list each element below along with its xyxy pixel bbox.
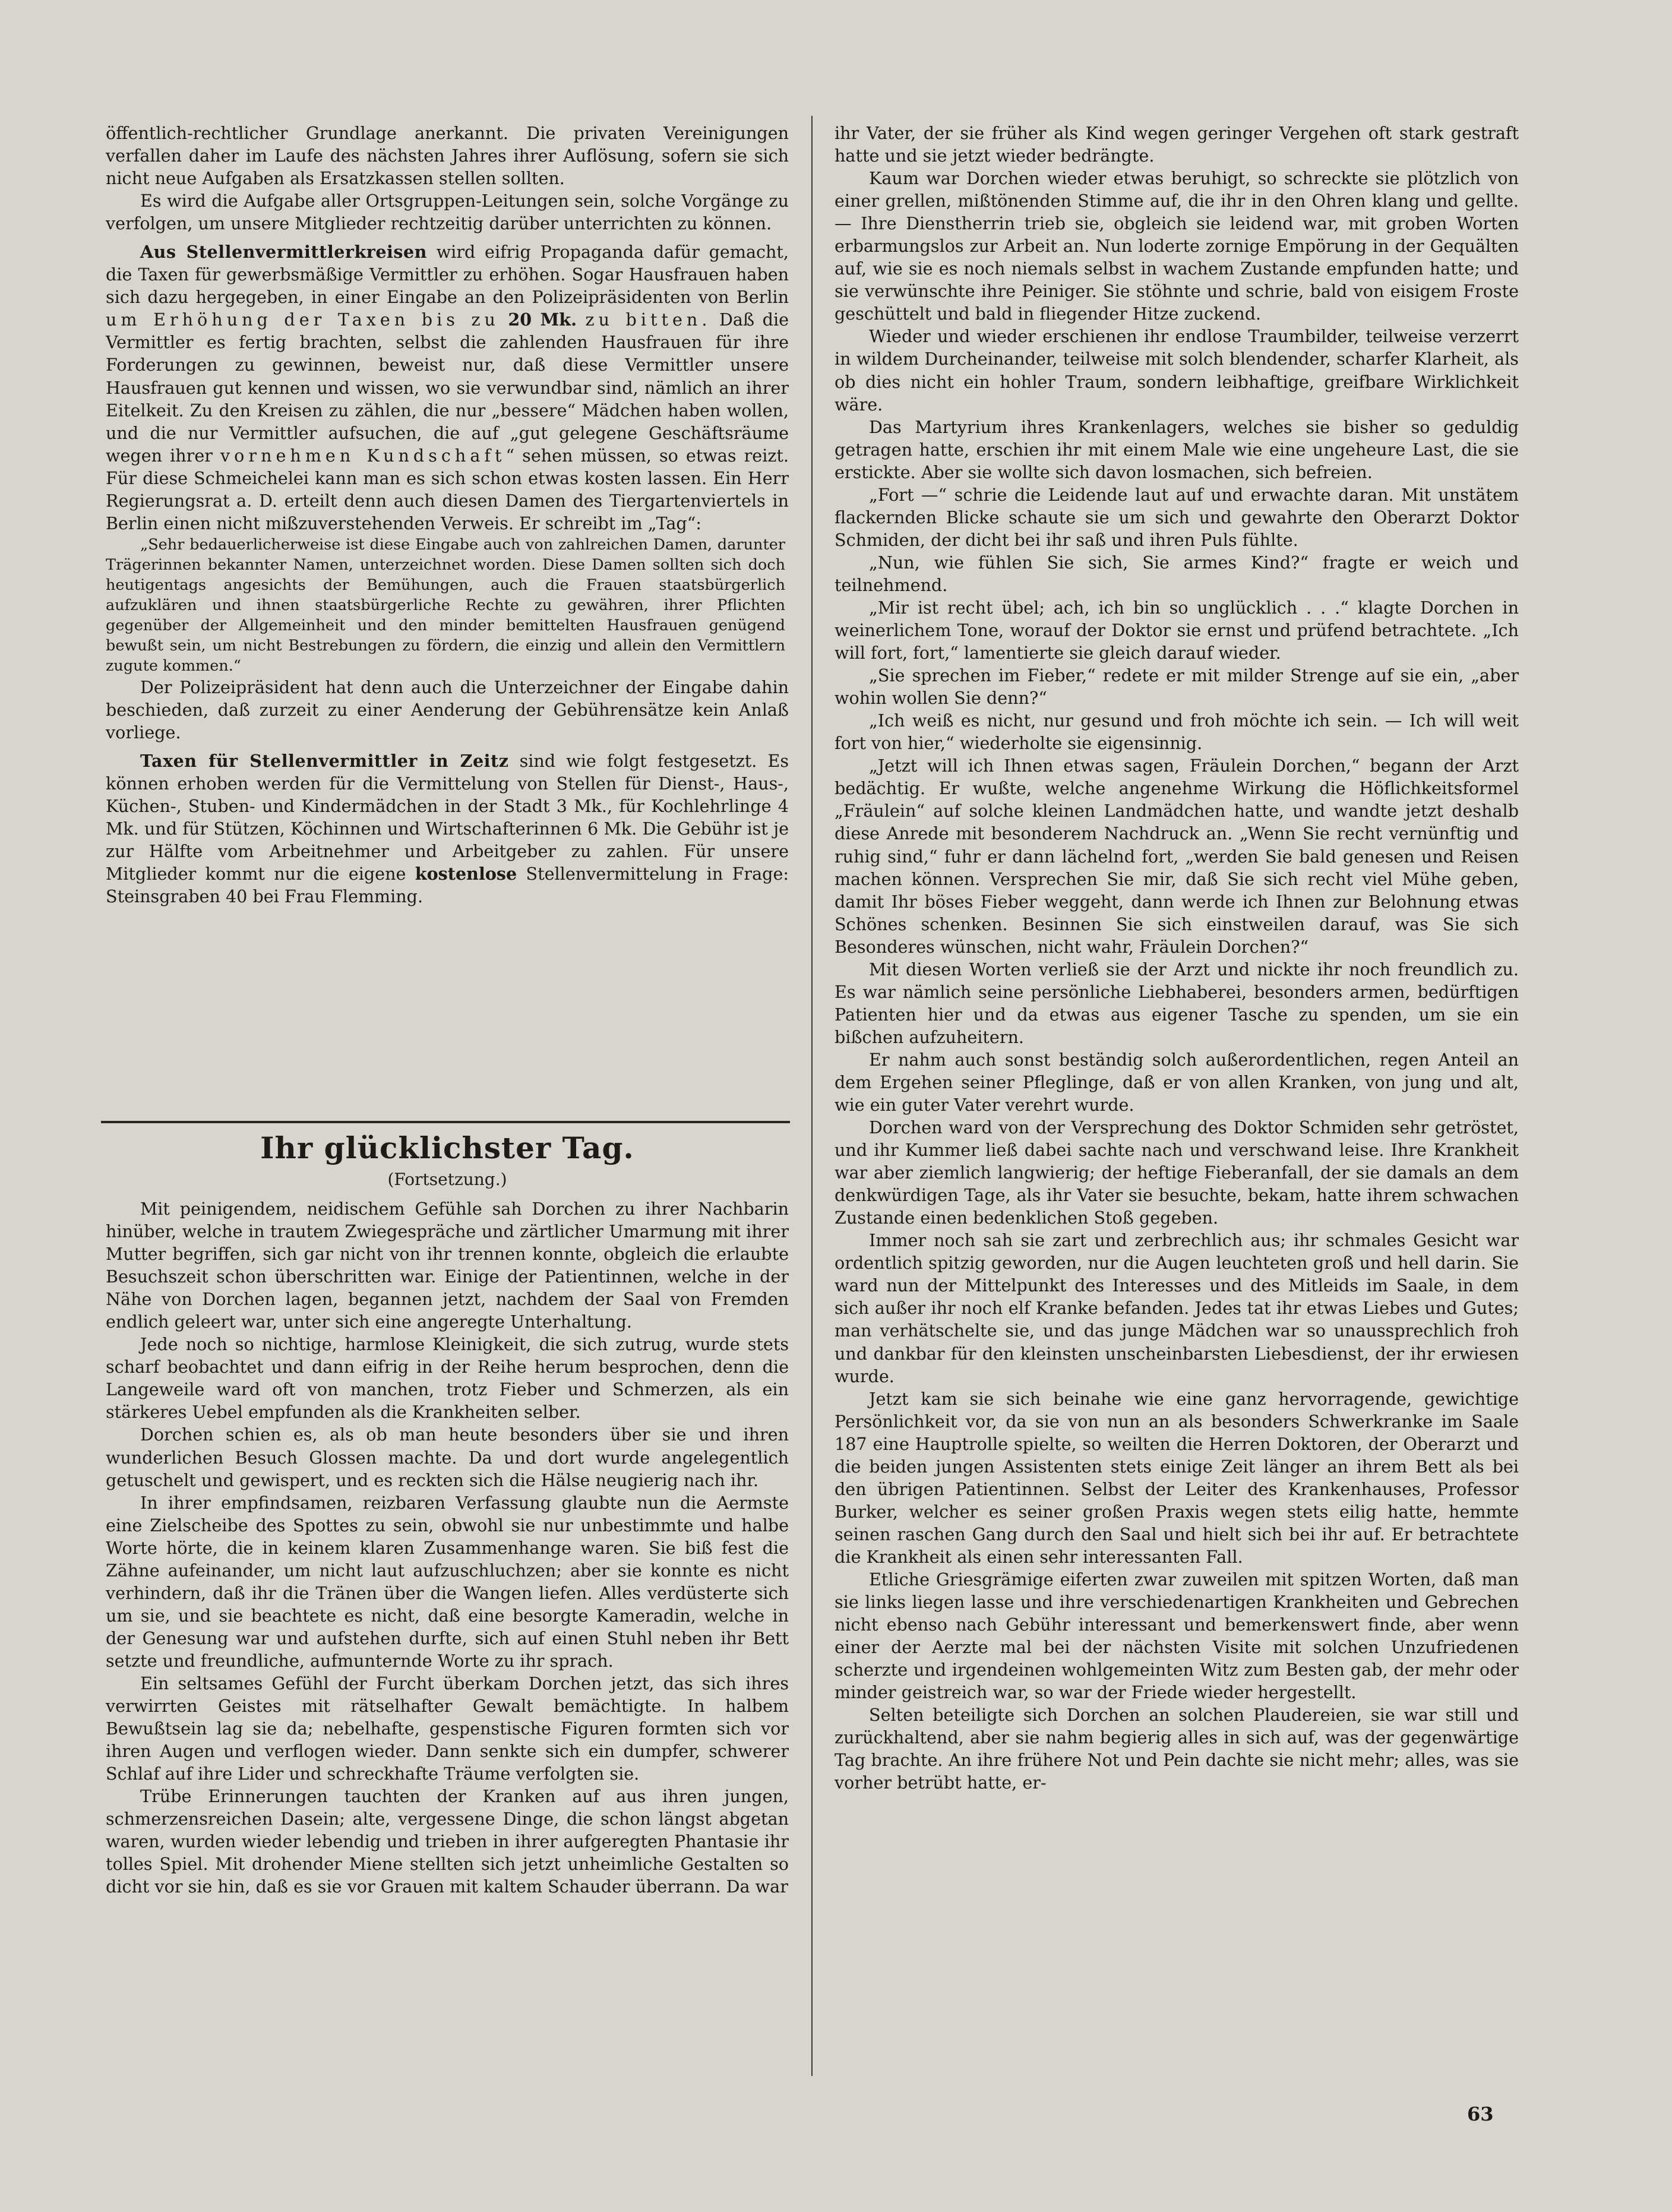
story-paragraph: Jede noch so nichtige, harmlose Kleinigkeit, die sich zutrug, wurde stets scharf beobachtet und dann eifrig in der Reihe herum besprochen, denn die Langeweile ward oft von manchen, trotz Fieber und Schmerzen, als ein stärkeres Uebel empfunden als die Krankheiten selber. — [106, 1334, 789, 1423]
section-rule — [101, 1121, 790, 1123]
story-paragraph: Kaum war Dorchen wieder etwas beruhigt, so schreckte sie plötzlich von einer grellen, mißtönenden Stimme auf, die ihr in den Ohren klang und gellte. — Ihre Dienstherrin trieb sie, obgleich sie leidend war, mit groben Worten erbarmungslos zur Arbeit an. Nun loderte zornige Empörung in der Gequälten auf, wie sie es noch niemals selbst in wachem Zustande empfunden hatte; und sie verwünschte ihre Peiniger. Sie stöhnte und schrie, bald von eisigem Froste geschüttelt und bald in fliegender Hitze zuckend. — [835, 168, 1519, 324]
story-paragraph: „Jetzt will ich Ihnen etwas sagen, Fräulein Dorchen,“ begann der Arzt bedächtig. Er wußte, welche angenehme Wirkung die Höflichkeitsformel „Fräulein“ auf solche kleinen Landmädchen hatte, und wandte jetzt deshalb diese Anrede mit besonderem Nachdruck an. „Wenn Sie recht vernünftig und ruhig sind,“ fuhr er dann lächelnd fort, „werden Sie bald genesen und Reisen machen können. Versprechen Sie mir, daß Sie sich recht viel Mühe geben, damit Ihr böses Fieber weggeht, dann werde ich Ihnen zur Belohnung etwas Schönes schenken. Besinnen Sie sich einstweilen darauf, was Sie sich Besonderes wünschen, nicht wahr, Fräulein Dorchen?“ — [835, 756, 1519, 957]
story-paragraph: In ihrer empfindsamen, reizbaren Verfassung glaubte nun die Aermste eine Zielscheibe des Spottes zu sein, obwohl sie nur unbestimmte und halbe Worte hörte, die in keinem klaren Zusammenhange waren. Sie biß fest die Zähne aufeinander, um nicht laut aufzuschluchzen; aber sie konnte es nicht verhindern, daß ihr die Tränen über die Wangen liefen. Alles verdüsterte sich um sie, und sie beachtete es nicht, daß eine besorgte Kameradin, welche in der Genesung war und aufstehen durfte, sich auf einen Stuhl neben ihr Bett setzte und freundliche, aufmunternde Worte zu ihr sprach. — [106, 1492, 789, 1671]
story-paragraph: Dorchen schien es, als ob man heute besonders über sie und ihren wunderlichen Besuch Glossen machte. Da und dort wurde angelegentlich getuschelt und gewispert, und es reckten sich die Hälse neugierig nach ihr. — [106, 1424, 789, 1490]
story-paragraph: Trübe Erinnerungen tauchten der Kranken auf aus ihren jungen, schmerzensreichen Dasein; alte, vergessene Dinge, die schon längst abgetan waren, wurden wieder lebendig und trieben in ihrer aufgeregten Phantasie ihr tolles Spiel. Mit drohender Miene stellten sich jetzt unheimliche Gestalten so dicht vor sie hin, daß es sie vor Grauen mit kaltem Schauder überrann. Da war — [106, 1786, 789, 1897]
story-paragraph: „Sie sprechen im Fieber,“ redete er mit milder Strenge auf sie ein, „aber wohin wollen Sie denn?“ — [835, 665, 1519, 709]
story-paragraph: „Mir ist recht übel; ach, ich bin so unglücklich . . .“ klagte Dorchen in weinerlichem Tone, worauf der Doktor sie ernst und prüfend betrachtete. „Ich will fort, fort,“ lamentierte sie gleich darauf wieder. — [835, 597, 1519, 663]
quote-block: „Sehr bedauerlicherweise ist diese Eingabe auch von zahlreichen Damen, darunter Trägerinnen bekannter Namen, unterzeichnet worden. Diese Damen sollten sich doch heutigentags angesichts der Bemühungen, auch die Frauen staatsbürgerlich aufzuklären und ihnen staatsbürgerliche Rechte zu gewähren, ihrer Pflichten gegenüber der Allgemeinheit und den minder bemittelten Hausfrauen genügend bewußt sein, um nicht Bestrebungen zu fördern, die einzig und allein den Vermittlern zugute kommen.“ — [106, 535, 785, 675]
paragraph-lead-heading: Taxen für Stellenvermittler in Zeitz — [140, 750, 509, 771]
story-paragraph: Mit peinigendem, neidischem Gefühle sah Dorchen zu ihrer Nachbarin hinüber, welche in trautem Zwiegespräche und zärtlicher Umarmung mit ihrer Mutter begriffen, sich gar nicht von ihr trennen konnte, obgleich die erlaubte Besuchszeit schon überschritten war. Einige der Patientinnen, welche in der Nähe von Dorchen lagen, begannen jetzt, nachdem der Saal von Fremden endlich geleert war, unter sich eine angeregte Unterhaltung. — [106, 1199, 789, 1332]
story-paragraph: ihr Vater, der sie früher als Kind wegen geringer Vergehen oft stark gestraft hatte und sie jetzt wieder bedrängte. — [835, 123, 1519, 166]
story-subtitle: (Fortsetzung.) — [387, 1170, 507, 1189]
paragraph-police-decision: Der Polizeipräsident hat denn auch die Unterzeichner der Eingabe dahin beschieden, daß zurzeit zu einer Aenderung der Gebührensätze kein Anlaß vorliege. — [106, 677, 789, 742]
page-number: 63 — [1467, 2103, 1494, 2125]
story-paragraph: Immer noch sah sie zart und zerbrechlich aus; ihr schmales Gesicht war ordentlich spitzig geworden, nur die Augen leuchteten groß und hell darin. Sie ward nun der Mittelpunkt des Interesses und des Mitleids im Saale, in dem sich außer ihr noch elf Kranke befanden. Jedes tat ihr etwas Liebes und Gutes; man verhätschelte sie, und das junge Mädchen war so unaussprechlich froh und dankbar für den kleinsten unscheinbarsten Liebesdienst, der ihr erwiesen wurde. — [835, 1230, 1519, 1386]
story-paragraph: Mit diesen Worten verließ sie der Arzt und nickte ihr noch freundlich zu. Es war nämlich seine persönliche Liebhaberei, besonders armen, bedürftigen Patienten hier und da etwas aus eigener Tasche zu spenden, um sie ein bißchen aufzuheitern. — [835, 959, 1519, 1047]
story-paragraph: „Fort —“ schrie die Leidende laut auf und erwachte daran. Mit unstätem flackernden Blicke schaute sie um sich und gewahrte den Oberarzt Doktor Schmiden, der dicht bei ihr saß und ihren Puls fühlte. — [835, 484, 1519, 550]
story-paragraph: Er nahm auch sonst beständig solch außerordentlichen, regen Anteil an dem Ergehen seiner Pfleglinge, daß er von allen Kranken, von jung und alt, wie ein guter Vater verehrt wurde. — [835, 1049, 1519, 1116]
story-paragraph: Dorchen ward von der Versprechung des Doktor Schmiden sehr getröstet, und ihr Kummer ließ dabei sachte nach und verschwand leise. Ihre Krankheit war aber ziemlich langwierig; der heftige Fieberanfall, der sie damals an dem denkwürdigen Tage, als ihr Vater sie besuchte, bekam, hatte ihrem schwachen Zustande einen bedenklichen Stoß gegeben. — [835, 1117, 1519, 1228]
story-paragraph: „Ich weiß es nicht, nur gesund und froh möchte ich sein. — Ich will weit fort von hier,“ wiederholte sie eigensinnig. — [835, 710, 1519, 754]
paragraph-zeitz-fees: Taxen für Stellenvermittler in Zeitz sind wie folgt festgesetzt. Es können erhoben werden für die Vermittelung von Stellen für Dienst-, Haus-, Küchen-, Stuben- und Kindermädchen in der Stadt 3 Mk., für Kochlehrlinge 4 Mk. und für Stützen, Köchinnen und Wirtschafterinnen 6 Mk. Die Gebühr ist je zur Hälfte vom Arbeitnehmer und Arbeitgeber zu zahlen. Für unsere Mitglieder kommt nur die eigene kostenlose Stellenvermittelung in Frage: Steinsgraben 40 bei Frau Flemming. — [106, 750, 789, 907]
story-paragraph: Jetzt kam sie sich beinahe wie eine ganz hervorragende, gewichtige Persönlichkeit vor, da sie von nun an als besonders Schwerkranke im Saale 187 eine Hauptrolle spielte, so weilten die Herren Doktoren, der Oberarzt und die beiden jungen Assistenten stets einige Zeit länger an ihrem Bett als bei den übrigen Patientinnen. Selbst der Leiter des Krankenhauses, Professor Burker, welcher es seiner großen Praxis wegen stets eilig hatte, hemmte seinen raschen Gang durch den Saal und hielt sich bei ihr auf. Er betrachtete die Krankheit als einen sehr interessanten Fall. — [835, 1388, 1519, 1567]
story-left-column — [106, 1197, 789, 1898]
story-paragraph: Etliche Griesgrämige eiferten zwar zuweilen mit spitzen Worten, daß man sie links liegen lasse und ihre verschiedenartigen Krankheiten und Gebrechen nicht ebenso nach Gebühr interessant und bemerkenswert finde, aber wenn einer der Aerzte mal bei der nächsten Visite mit solchen Unzufriedenen scherzte und irgendeinen wohlgemeinten Witz zum Besten gab, der mehr oder minder geistreich war, so war der Friede wieder hergestellt. — [835, 1569, 1519, 1703]
story-paragraph: Selten beteiligte sich Dorchen an solchen Plaudereien, sie war still und zurückhaltend, aber sie nahm begierig alles in sich auf, was der gegenwärtige Tag brachte. An ihre frühere Not und Pein dachte sie nicht mehr; alles, was sie vorher betrübt hatte, er- — [835, 1705, 1519, 1793]
story-paragraph: „Nun, wie fühlen Sie sich, Sie armes Kind?“ fragte er weich und teilnehmend. — [835, 552, 1519, 595]
column-divider — [811, 116, 813, 2076]
story-title: Ihr glücklichster Tag. — [260, 1130, 634, 1165]
story-paragraph: Das Martyrium ihres Krankenlagers, welches sie bisher so geduldig getragen hatte, erschien ihr mit einem Male wie eine ungeheure Last, die sie erstickte. Aber sie wollte sich davon losmachen, sich befreien. — [835, 416, 1519, 482]
left-column — [106, 122, 789, 908]
paragraph-lead-heading: Aus Stellenvermittlerkreisen — [140, 242, 427, 263]
story-paragraph: Ein seltsames Gefühl der Furcht überkam Dorchen jetzt, das sich ihres verwirrten Geistes mit rätselhafter Gewalt bemächtigte. In halbem Bewußtsein lag sie da; nebelhafte, gespenstische Figuren formten sich vor ihren Augen und verflogen wieder. Dann senkte sich ein dumpfer, schwerer Schlaf auf ihre Lider und schreckhafte Träume verfolgten sie. — [106, 1673, 789, 1784]
paragraph-local-groups: Es wird die Aufgabe aller Ortsgruppen-Leitungen sein, solche Vorgänge zu verfolgen, um unsere Mitglieder rechtzeitig darüber unterrichten zu können. — [106, 191, 789, 234]
paragraph-job-agents: Aus Stellenvermittlerkreisen wird eifrig Propaganda dafür gemacht, die Taxen für gewerbsmäßige Vermittler zu erhöhen. Sogar Hausfrauen haben sich dazu hergegeben, in einer Eingabe an den Polizeipräsidenten von Berlin um Erhöhung der Taxen bis zu 20 Mk. zu bitten. Daß die Vermittler es fertig brachten, selbst die zahlenden Hausfrauen für ihre Forderungen zu gewinnen, beweist nur, daß diese Vermittler unsere Hausfrauen gut kennen und wissen, wo sie verwundbar sind, nämlich an ihrer Eitelkeit. Zu den Kreisen zu zählen, die nur „bessere“ Mädchen haben wollen, und die nur Vermittler aufsuchen, die auf „gut gelegene Geschäftsräume wegen ihrer vornehmen Kundschaft“ sehen müssen, so etwas reizt. Für diese Schmeichelei kann man es sich schon etwas kosten lassen. Ein Herr Regierungsrat a. D. erteilt denn auch diesen Damen des Tiergartenviertels in Berlin einen nicht mißzuverstehenden Verweis. Er schreibt im „Tag“: — [106, 242, 789, 533]
right-column — [835, 122, 1519, 1794]
paragraph-insurance: öffentlich-rechtlicher Grundlage anerkannt. Die privaten Vereinigungen verfallen daher im Laufe des nächsten Jahres ihrer Auflösung, sofern sie sich nicht neue Aufgaben als Ersatzkassen stellen sollten. — [106, 123, 789, 189]
story-paragraph: Wieder und wieder erschienen ihr endlose Traumbilder, teilweise verzerrt in wildem Durcheinander, teilweise mit solch blendender, scharfer Klarheit, als ob dies nicht ein hohler Traum, sondern leibhaftige, greifbare Wirklichkeit wäre. — [835, 326, 1519, 415]
